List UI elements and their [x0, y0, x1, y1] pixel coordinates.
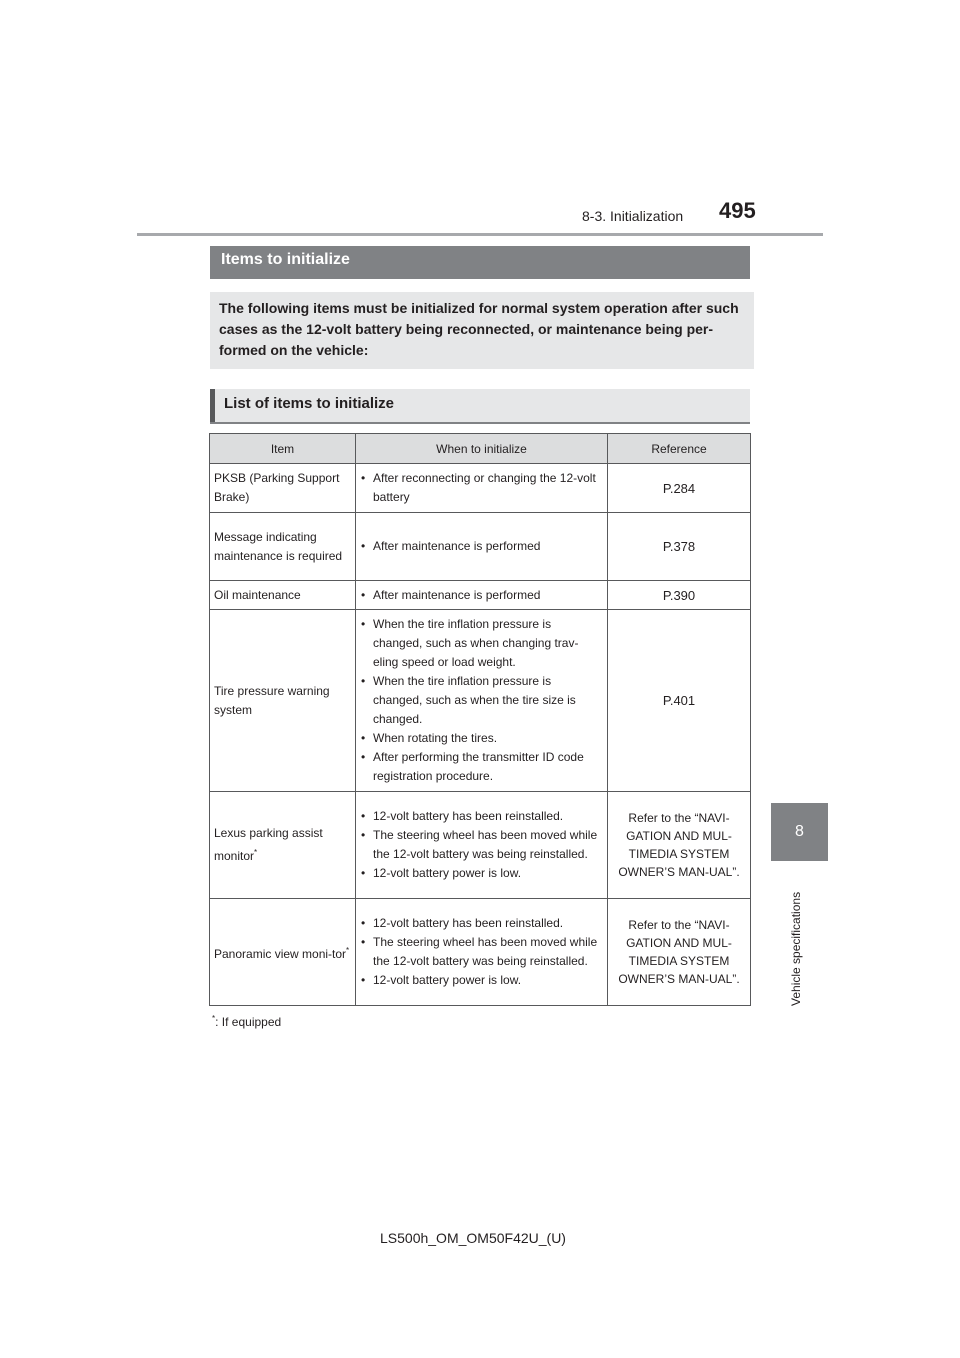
- chapter-tab[interactable]: [771, 803, 828, 861]
- footnote-marker: *: [254, 848, 258, 857]
- when-bullet: • The steering wheel has been moved while the 12-volt battery was being reinstalled.: [360, 933, 603, 971]
- column-header-when: When to initialize: [356, 434, 608, 464]
- item-name: Panoramic view moni-tor: [214, 946, 347, 961]
- table-row: [210, 792, 751, 899]
- chapter-label-text: Vehicle specifications: [789, 891, 803, 1006]
- reference-cell[interactable]: P.401: [608, 610, 751, 792]
- subsection-title: List of items to initialize: [224, 395, 395, 412]
- when-cell: [356, 513, 608, 581]
- column-header-reference: Reference: [608, 434, 751, 464]
- footer-code: LS500h_OM_OM50F42U_(U): [380, 1230, 566, 1246]
- when-cell: [356, 610, 608, 792]
- item-cell: [210, 513, 356, 581]
- footnote-text: : If equipped: [215, 1015, 282, 1029]
- intro-box: [210, 292, 754, 369]
- section-title: 8-3. Initialization: [582, 208, 684, 224]
- when-list: [360, 807, 603, 883]
- when-bullet: • 12-volt battery power is low.: [360, 864, 603, 883]
- when-cell: [356, 581, 608, 610]
- item-cell: [210, 581, 356, 610]
- when-list: [360, 914, 603, 990]
- reference-cell[interactable]: Refer to the “NAVI-GATION AND MUL-TIMEDIA SYSTEM OWNER’S MAN-UAL”.: [608, 899, 751, 1006]
- when-list: [360, 615, 603, 786]
- footnote: [212, 1014, 281, 1029]
- table-header-row: [210, 434, 751, 464]
- chapter-number: 8: [795, 823, 804, 840]
- item-name: PKSB (Parking Support Brake): [214, 471, 340, 504]
- when-list: [360, 537, 603, 556]
- item-name: Lexus parking assist monitor: [214, 826, 323, 863]
- header-rule: [137, 233, 823, 236]
- reference-cell[interactable]: Refer to the “NAVI-GATION AND MUL-TIMEDIA SYSTEM OWNER’S MAN-UAL”.: [608, 792, 751, 899]
- table-row: [210, 610, 751, 792]
- item-name: Message indicating maintenance is required: [214, 529, 343, 563]
- item-cell: [210, 464, 356, 513]
- item-name: Oil maintenance: [214, 587, 301, 602]
- footnote-mark: *: [212, 1014, 216, 1023]
- when-bullet: • After reconnecting or changing the 12-volt battery: [360, 469, 603, 507]
- subsection-accent-bar: [210, 389, 215, 422]
- table-row: [210, 581, 751, 610]
- item-name: Tire pressure warning system: [214, 683, 330, 717]
- when-bullet: • When the tire inflation pressure is changed, such as when the tire size is changed.: [360, 672, 603, 729]
- when-bullet: • After maintenance is performed: [360, 586, 603, 605]
- when-bullet: • 12-volt battery has been reinstalled.: [360, 914, 603, 933]
- when-bullet: • The steering wheel has been moved while the 12-volt battery was being reinstalled.: [360, 826, 603, 864]
- when-bullet: • After performing the transmitter ID code registration procedure.: [360, 748, 603, 786]
- footnote-marker: *: [346, 945, 350, 955]
- when-cell: [356, 899, 608, 1006]
- table-row: [210, 899, 751, 1006]
- item-cell: [210, 792, 356, 899]
- initialize-table: [209, 433, 751, 1006]
- when-list: [360, 586, 603, 605]
- when-bullet: • After maintenance is performed: [360, 537, 603, 556]
- column-header-item: Item: [210, 434, 356, 464]
- when-bullet: • When rotating the tires.: [360, 729, 603, 748]
- when-bullet: • 12-volt battery power is low.: [360, 971, 603, 990]
- when-bullet: • When the tire inflation pressure is changed, such as when changing trav-eling speed or load weight.: [360, 615, 603, 672]
- section-banner-title: Items to initialize: [221, 251, 350, 268]
- item-cell: [210, 610, 356, 792]
- reference-cell[interactable]: P.390: [608, 581, 751, 610]
- intro-text: The following items must be initialized for normal system operation after such cases as the 12-volt battery being reconnected, or maintenance being per-formed on the vehicle:: [219, 300, 739, 358]
- reference-cell[interactable]: P.284: [608, 464, 751, 513]
- page-number: 495: [719, 198, 756, 223]
- item-cell: [210, 899, 356, 1006]
- when-cell: [356, 464, 608, 513]
- section-banner: [210, 246, 750, 279]
- when-cell: [356, 792, 608, 899]
- when-bullet: • 12-volt battery has been reinstalled.: [360, 807, 603, 826]
- table-row: [210, 464, 751, 513]
- subsection-banner: [210, 389, 750, 424]
- when-list: [360, 469, 603, 507]
- reference-cell[interactable]: P.378: [608, 513, 751, 581]
- table-row: [210, 513, 751, 581]
